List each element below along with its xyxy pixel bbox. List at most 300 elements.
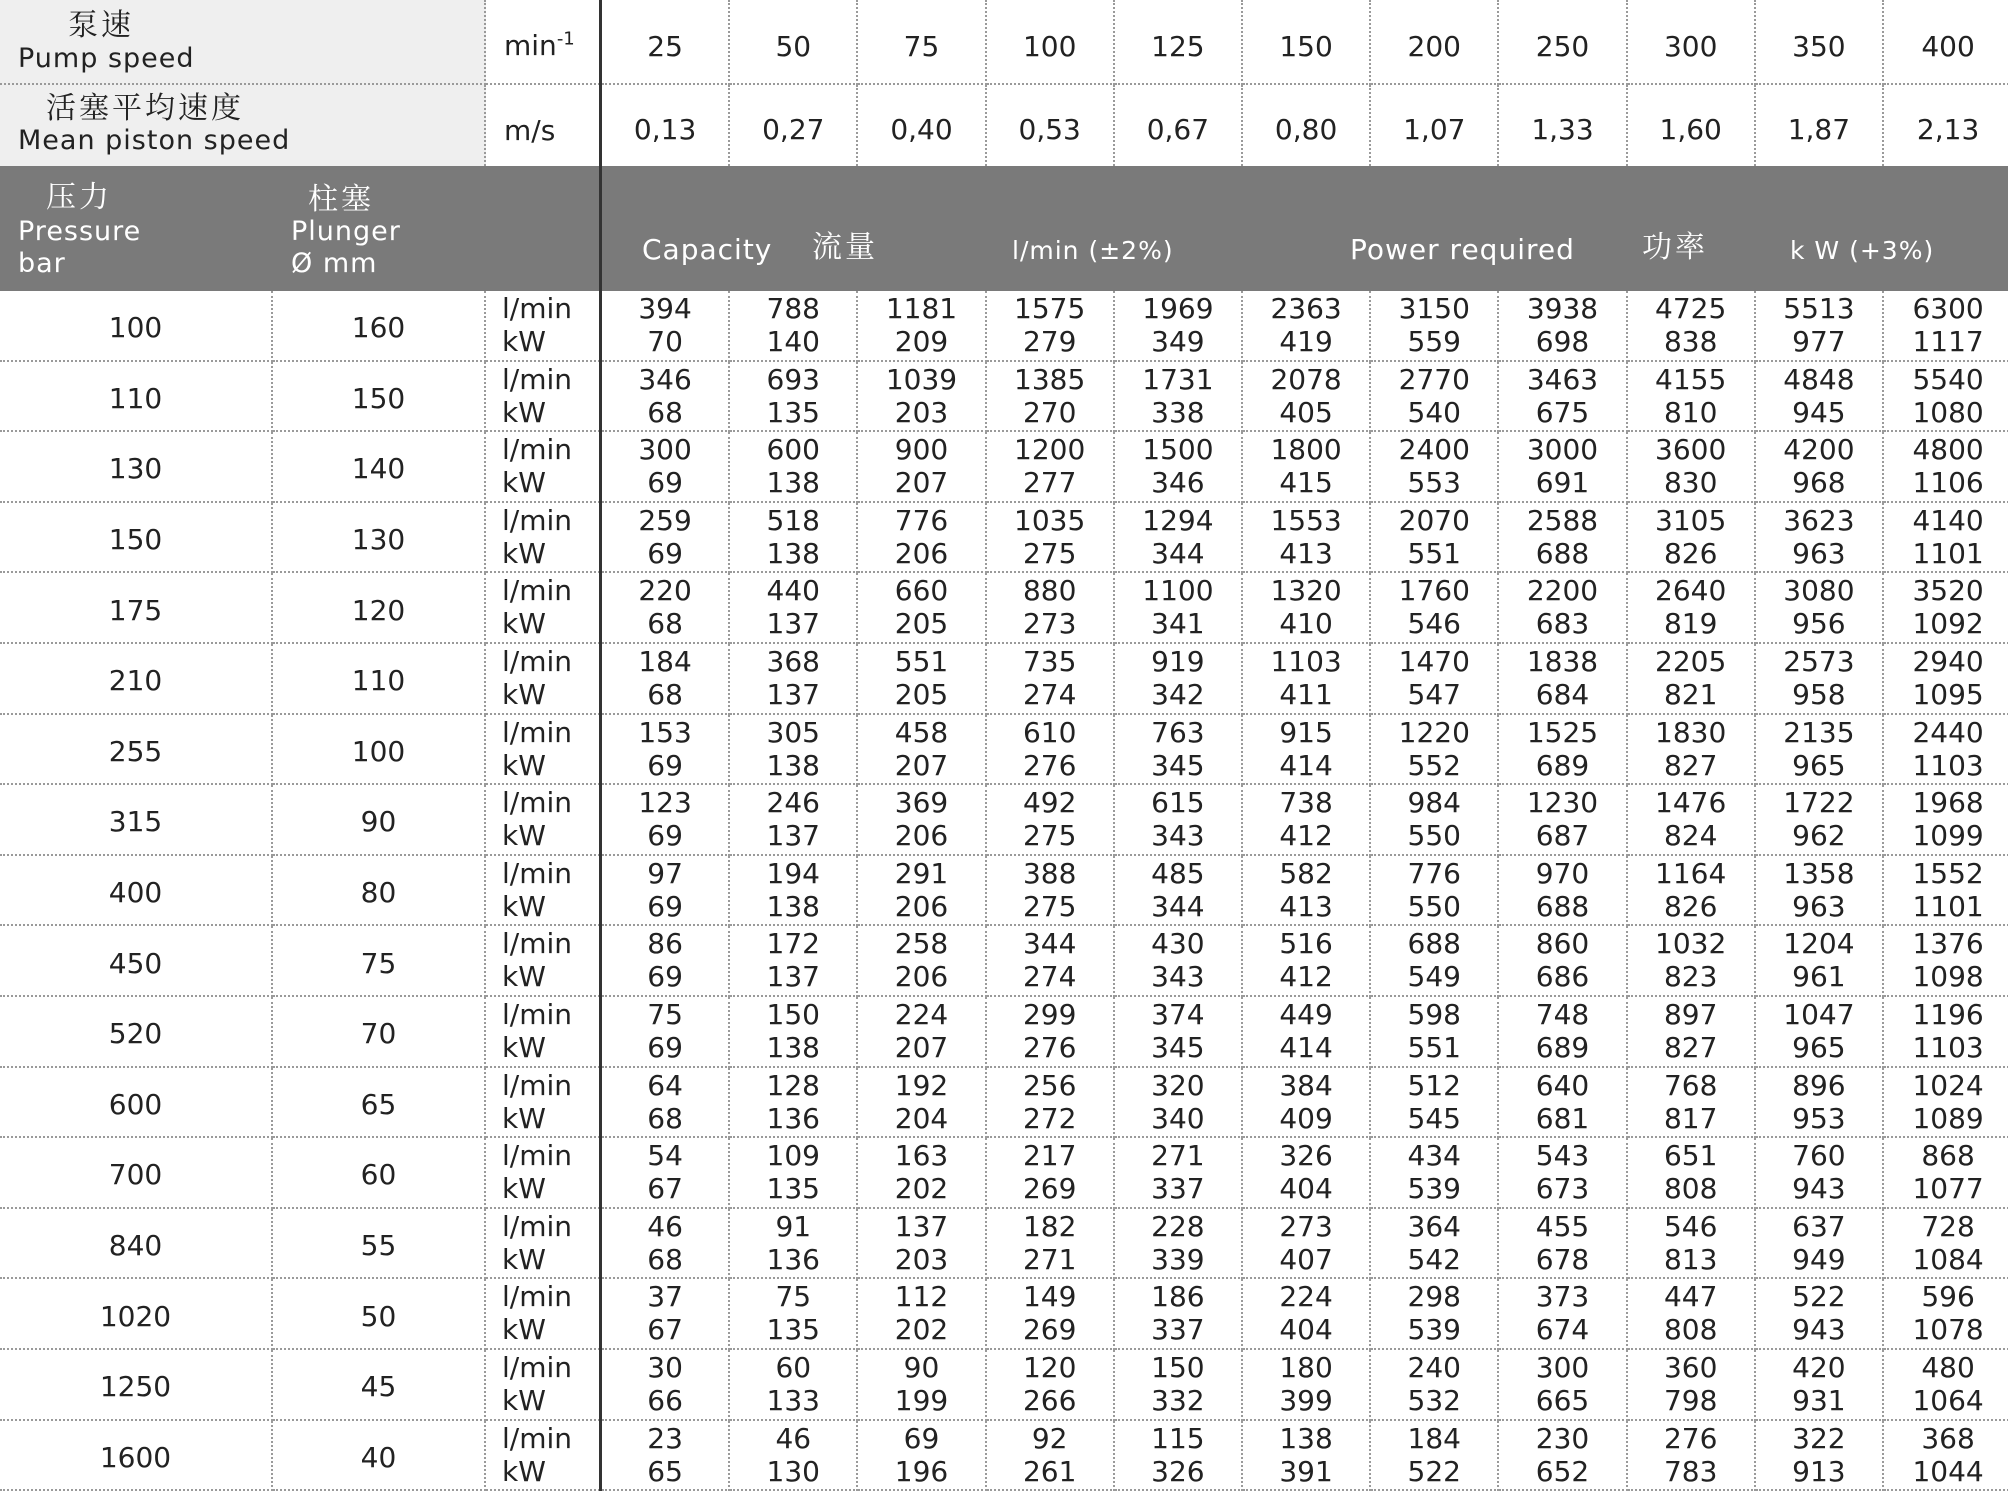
value-cell — [858, 856, 986, 927]
power-value: 270 — [1022, 395, 1077, 429]
unit-cell — [486, 503, 600, 574]
value-cell — [987, 1421, 1115, 1491]
pressure-cell — [0, 785, 273, 856]
value-cell — [1115, 573, 1243, 644]
power-unit-label: kW — [502, 748, 546, 782]
piston-speed-cell — [602, 85, 730, 166]
power-value: 269 — [1022, 1313, 1077, 1347]
value-cell — [1628, 1209, 1756, 1280]
pump-speed-value: 300 — [1663, 29, 1718, 63]
unit-cell — [486, 644, 600, 715]
value-cell — [1628, 644, 1756, 715]
flow-value: 1294 — [1142, 503, 1214, 537]
flow-value: 640 — [1535, 1068, 1590, 1102]
flow-value: 900 — [894, 433, 949, 467]
power-value: 913 — [1792, 1454, 1846, 1488]
value-cell — [1243, 1138, 1371, 1209]
power-unit-label: kW — [502, 395, 546, 429]
flow-value: 172 — [766, 927, 820, 961]
flow-value: 149 — [1022, 1280, 1077, 1314]
power-value: 1101 — [1912, 889, 1984, 923]
flow-value: 258 — [894, 927, 949, 961]
piston-speed-cell — [1115, 85, 1243, 166]
flow-unit-label: l/min — [502, 856, 573, 890]
unit-cell — [486, 573, 600, 644]
flow-value: 615 — [1151, 786, 1205, 820]
power-value: 68 — [647, 1242, 683, 1276]
power-value: 413 — [1279, 889, 1333, 923]
power-value: 407 — [1279, 1242, 1333, 1276]
flow-value: 776 — [1407, 856, 1461, 890]
pressure-cell — [0, 503, 273, 574]
unit-cell — [486, 1138, 600, 1209]
power-unit-label: kW — [502, 678, 546, 711]
value-cell — [602, 715, 730, 786]
flow-value: 984 — [1407, 786, 1461, 820]
value-cell — [1628, 785, 1756, 856]
power-value: 681 — [1535, 1101, 1590, 1135]
value-cell — [1756, 432, 1884, 503]
power-value: 269 — [1022, 1172, 1077, 1206]
piston-speed-value: 0,40 — [890, 112, 953, 146]
value-cell — [1628, 291, 1756, 362]
pump-speed-cell — [987, 0, 1115, 85]
flow-value: 420 — [1792, 1351, 1846, 1384]
flow-value: 2640 — [1655, 574, 1727, 608]
piston-speed-cell — [730, 85, 858, 166]
value-cell — [1628, 715, 1756, 786]
power-value: 196 — [894, 1454, 949, 1488]
piston-speed-cell — [1371, 85, 1499, 166]
power-unit-label: kW — [502, 1242, 546, 1276]
flow-value: 37 — [647, 1280, 683, 1314]
value-cell — [1371, 573, 1499, 644]
power-value: 205 — [894, 678, 949, 711]
pump-speed-value: 250 — [1535, 29, 1590, 63]
power-value: 965 — [1792, 748, 1846, 782]
plunger-value: 120 — [351, 593, 406, 627]
value-cell — [987, 1138, 1115, 1209]
power-value: 686 — [1535, 960, 1590, 994]
piston-speed-cell — [858, 85, 986, 166]
value-cell — [1884, 1350, 2008, 1421]
power-value: 138 — [766, 466, 820, 500]
power-value: 689 — [1535, 1031, 1590, 1064]
power-unit-label: kW — [502, 1101, 546, 1135]
power-value: 683 — [1535, 607, 1590, 641]
pressure-cell — [0, 715, 273, 786]
value-cell — [858, 1138, 986, 1209]
flow-value: 2070 — [1398, 503, 1470, 537]
piston-speed-value: 1,07 — [1403, 112, 1466, 146]
power-value: 332 — [1151, 1384, 1205, 1417]
pressure-value: 100 — [108, 311, 163, 345]
power-label-cn: 功率 — [1642, 230, 1708, 265]
value-cell — [730, 644, 858, 715]
value-cell — [1884, 1138, 2008, 1209]
value-cell — [858, 644, 986, 715]
value-cell — [1628, 1138, 1756, 1209]
piston-speed-cell — [1243, 85, 1371, 166]
value-cell — [730, 785, 858, 856]
power-value: 69 — [647, 819, 683, 853]
power-value: 559 — [1407, 325, 1461, 358]
piston-speed-value: 1,33 — [1531, 112, 1594, 146]
power-value: 823 — [1663, 960, 1718, 994]
power-unit-label: kW — [502, 607, 546, 641]
flow-value: 728 — [1921, 1209, 1975, 1243]
pressure-value: 255 — [108, 734, 163, 768]
power-value: 404 — [1279, 1313, 1333, 1347]
flow-unit-label: l/min — [502, 433, 573, 467]
value-cell — [1115, 1209, 1243, 1280]
flow-value: 1047 — [1783, 998, 1855, 1031]
power-unit-label: kW — [502, 1031, 546, 1064]
flow-value: 1968 — [1912, 786, 1984, 820]
value-cell — [602, 926, 730, 997]
flow-value: 123 — [638, 786, 692, 820]
flow-value: 322 — [1792, 1421, 1846, 1455]
power-value: 652 — [1535, 1454, 1590, 1488]
pressure-label-cn: 压力 — [46, 180, 112, 215]
value-cell — [1884, 1279, 2008, 1350]
power-value: 341 — [1151, 607, 1205, 641]
value-cell — [1115, 644, 1243, 715]
flow-value: 150 — [766, 998, 820, 1031]
power-value: 414 — [1279, 748, 1333, 782]
plunger-value: 55 — [360, 1229, 397, 1263]
value-cell — [1756, 1068, 1884, 1139]
power-value: 138 — [766, 748, 820, 782]
power-value: 968 — [1792, 466, 1846, 500]
piston-speed-value: 1,60 — [1659, 112, 1722, 146]
flow-value: 2078 — [1270, 362, 1342, 396]
power-unit-label: kW — [502, 1172, 546, 1206]
power-value: 276 — [1022, 1031, 1077, 1064]
value-cell — [1115, 715, 1243, 786]
power-value: 206 — [894, 960, 949, 994]
value-cell — [730, 291, 858, 362]
plunger-value: 130 — [351, 523, 406, 557]
flow-value: 1024 — [1912, 1068, 1984, 1102]
value-cell — [730, 362, 858, 433]
flow-value: 4200 — [1783, 433, 1855, 467]
power-value: 343 — [1151, 819, 1205, 853]
power-value: 808 — [1663, 1172, 1718, 1206]
power-value: 675 — [1535, 395, 1590, 429]
flow-value: 2573 — [1783, 645, 1855, 678]
value-cell — [987, 715, 1115, 786]
flow-value: 6300 — [1912, 292, 1984, 325]
flow-value: 217 — [1022, 1139, 1077, 1173]
power-value: 279 — [1022, 325, 1077, 358]
flow-value: 54 — [647, 1139, 683, 1173]
value-cell — [1628, 856, 1756, 927]
power-value: 827 — [1663, 1031, 1718, 1064]
power-value: 931 — [1792, 1384, 1846, 1417]
power-value: 409 — [1279, 1101, 1333, 1135]
value-cell — [1115, 1350, 1243, 1421]
power-value: 1098 — [1912, 960, 1984, 994]
power-value: 550 — [1407, 889, 1461, 923]
flow-value: 344 — [1022, 927, 1077, 961]
plunger-cell — [273, 644, 486, 715]
value-cell — [1115, 997, 1243, 1068]
plunger-cell — [273, 997, 486, 1068]
flow-value: 1575 — [1014, 292, 1086, 325]
piston-speed-cell — [1499, 85, 1627, 166]
plunger-value: 80 — [360, 876, 397, 910]
pressure-cell — [0, 362, 273, 433]
unit-cell — [486, 1279, 600, 1350]
value-cell — [1756, 644, 1884, 715]
power-value: 344 — [1151, 889, 1205, 923]
value-cell — [1115, 1138, 1243, 1209]
value-cell — [987, 503, 1115, 574]
flow-value: 192 — [894, 1068, 949, 1102]
power-value: 830 — [1663, 466, 1718, 500]
value-cell — [730, 1421, 858, 1491]
power-value: 138 — [766, 1031, 820, 1064]
flow-value: 3000 — [1526, 433, 1599, 467]
pump-speed-cell — [1756, 0, 1884, 85]
flow-value: 346 — [638, 362, 692, 396]
pressure-cell — [0, 1138, 273, 1209]
power-value: 551 — [1407, 536, 1461, 570]
power-value: 340 — [1151, 1101, 1205, 1135]
value-cell — [1499, 503, 1627, 574]
flow-value: 1830 — [1655, 715, 1727, 749]
value-cell — [1628, 926, 1756, 997]
power-value: 551 — [1407, 1031, 1461, 1064]
value-cell — [1243, 715, 1371, 786]
flow-value: 4848 — [1783, 362, 1855, 396]
plunger-cell — [273, 1068, 486, 1139]
power-value: 206 — [894, 536, 949, 570]
flow-value: 2440 — [1912, 715, 1984, 749]
flow-value: 291 — [894, 856, 949, 890]
value-cell — [1243, 432, 1371, 503]
plunger-cell — [273, 1209, 486, 1280]
flow-value: 1100 — [1142, 574, 1214, 608]
power-value: 69 — [647, 466, 683, 500]
plunger-cell — [273, 1421, 486, 1491]
flow-unit-label: l/min — [502, 1421, 573, 1455]
plunger-value: 150 — [351, 381, 406, 415]
power-value: 963 — [1792, 536, 1846, 570]
value-cell — [1628, 1350, 1756, 1421]
plunger-cell — [273, 503, 486, 574]
value-cell — [1884, 715, 2008, 786]
power-value: 956 — [1792, 607, 1846, 641]
value-cell — [1756, 1209, 1884, 1280]
flow-value: 3623 — [1783, 503, 1855, 537]
value-cell — [1884, 573, 2008, 644]
power-value: 137 — [766, 960, 820, 994]
flow-value: 305 — [766, 715, 820, 749]
value-cell — [858, 1068, 986, 1139]
pump-speed-cell — [1884, 0, 2008, 85]
power-value: 199 — [894, 1384, 949, 1417]
flow-value: 109 — [766, 1139, 820, 1173]
power-value: 665 — [1535, 1384, 1590, 1417]
pressure-value: 130 — [108, 452, 163, 486]
flow-value: 1181 — [885, 292, 958, 325]
flow-value: 128 — [766, 1068, 820, 1102]
flow-value: 1476 — [1655, 786, 1727, 820]
power-value: 405 — [1279, 395, 1333, 429]
flow-value: 364 — [1407, 1209, 1461, 1243]
power-value: 838 — [1663, 325, 1718, 358]
power-value: 68 — [647, 678, 683, 711]
value-cell — [602, 644, 730, 715]
flow-value: 2205 — [1655, 645, 1727, 678]
flow-value: 1838 — [1526, 645, 1599, 678]
piston-speed-cell — [1628, 85, 1756, 166]
power-value: 404 — [1279, 1172, 1333, 1206]
value-cell — [730, 503, 858, 574]
power-value: 135 — [766, 395, 820, 429]
value-cell — [1756, 856, 1884, 927]
unit-cell — [486, 291, 600, 362]
flow-value: 3080 — [1783, 574, 1855, 608]
power-value: 678 — [1535, 1242, 1590, 1276]
plunger-cell — [273, 856, 486, 927]
power-value: 410 — [1279, 607, 1333, 641]
flow-value: 120 — [1022, 1351, 1077, 1384]
piston-speed-label-en: Mean piston speed — [18, 125, 291, 156]
capacity-unit: l/min (±2%) — [1012, 236, 1174, 265]
flow-value: 320 — [1151, 1068, 1205, 1102]
value-cell — [602, 432, 730, 503]
flow-value: 492 — [1022, 786, 1077, 820]
flow-value: 748 — [1535, 998, 1590, 1031]
capacity-label-cn: 流量 — [812, 230, 878, 265]
power-value: 539 — [1407, 1313, 1461, 1347]
value-cell — [1499, 1138, 1627, 1209]
flow-value: 1204 — [1783, 927, 1855, 961]
flow-value: 4800 — [1912, 433, 1984, 467]
pump-speed-value: 150 — [1279, 29, 1333, 63]
power-value: 673 — [1535, 1172, 1590, 1206]
pump-speed-cell — [602, 0, 730, 85]
flow-value: 60 — [775, 1351, 812, 1384]
power-value: 135 — [766, 1172, 820, 1206]
power-value: 137 — [766, 678, 820, 711]
value-cell — [1115, 926, 1243, 997]
power-value: 810 — [1663, 395, 1718, 429]
flow-unit-label: l/min — [502, 786, 573, 820]
flow-value: 5513 — [1783, 292, 1855, 325]
flow-value: 326 — [1279, 1139, 1333, 1173]
plunger-value: 100 — [351, 734, 406, 768]
value-cell — [858, 715, 986, 786]
power-value: 266 — [1022, 1384, 1077, 1417]
value-cell — [1371, 1068, 1499, 1139]
flow-value: 64 — [647, 1068, 683, 1102]
flow-value: 1385 — [1014, 362, 1086, 396]
power-value: 135 — [766, 1313, 820, 1347]
piston-speed-cell — [1884, 85, 2008, 166]
capacity-label-en: Capacity — [642, 233, 773, 266]
value-cell — [1371, 1209, 1499, 1280]
piston-speed-unit: m/s — [504, 114, 556, 147]
flow-value: 970 — [1535, 856, 1590, 890]
flow-value: 30 — [647, 1351, 683, 1384]
value-cell — [1115, 362, 1243, 433]
value-cell — [1499, 291, 1627, 362]
plunger-cell — [273, 926, 486, 997]
power-value: 688 — [1535, 889, 1590, 923]
flow-unit-label: l/min — [502, 927, 573, 961]
power-value: 274 — [1022, 960, 1077, 994]
flow-value: 1722 — [1783, 786, 1855, 820]
power-value: 326 — [1151, 1454, 1205, 1488]
flow-unit-label: l/min — [502, 1351, 573, 1384]
value-cell — [858, 1209, 986, 1280]
flow-unit-label: l/min — [502, 645, 573, 678]
flow-value: 1969 — [1142, 292, 1214, 325]
value-cell — [1884, 926, 2008, 997]
power-value: 273 — [1022, 607, 1077, 641]
flow-unit-label: l/min — [502, 574, 573, 608]
flow-value: 776 — [894, 503, 949, 537]
power-value: 539 — [1407, 1172, 1461, 1206]
pump-speed-cell — [1499, 0, 1627, 85]
value-cell — [1371, 503, 1499, 574]
flow-value: 1035 — [1014, 503, 1086, 537]
power-value: 130 — [766, 1454, 820, 1488]
flow-value: 860 — [1535, 927, 1590, 961]
flow-value: 1552 — [1912, 856, 1984, 890]
flow-value: 3600 — [1655, 433, 1727, 467]
flow-value: 5540 — [1912, 362, 1984, 396]
pump-speed-cell — [1628, 0, 1756, 85]
pressure-cell — [0, 291, 273, 362]
value-cell — [1756, 1421, 1884, 1491]
value-cell — [730, 926, 858, 997]
plunger-cell — [273, 291, 486, 362]
value-cell — [1884, 997, 2008, 1068]
flow-value: 693 — [766, 362, 820, 396]
power-value: 275 — [1022, 889, 1077, 923]
value-cell — [1756, 997, 1884, 1068]
value-cell — [1115, 432, 1243, 503]
piston-speed-value: 0,13 — [633, 112, 697, 146]
value-cell — [1499, 644, 1627, 715]
pump-speed-label-cn: 泵速 — [68, 8, 134, 43]
power-label-en: Power required — [1350, 233, 1575, 266]
power-value: 207 — [894, 748, 949, 782]
plunger-value: 40 — [360, 1440, 397, 1474]
value-cell — [602, 573, 730, 644]
value-cell — [1756, 573, 1884, 644]
value-cell — [602, 997, 730, 1068]
unit-cell — [486, 1350, 600, 1421]
power-value: 272 — [1022, 1101, 1077, 1135]
flow-value: 1525 — [1526, 715, 1599, 749]
value-cell — [1628, 573, 1756, 644]
pump-speed-cell — [1371, 0, 1499, 85]
value-cell — [1243, 1350, 1371, 1421]
flow-unit-label: l/min — [502, 292, 573, 325]
power-value: 136 — [766, 1242, 820, 1276]
value-cell — [1884, 1209, 2008, 1280]
power-value: 70 — [647, 325, 683, 358]
power-value: 133 — [766, 1384, 820, 1417]
power-value: 821 — [1663, 678, 1718, 711]
flow-value: 2363 — [1270, 292, 1342, 325]
